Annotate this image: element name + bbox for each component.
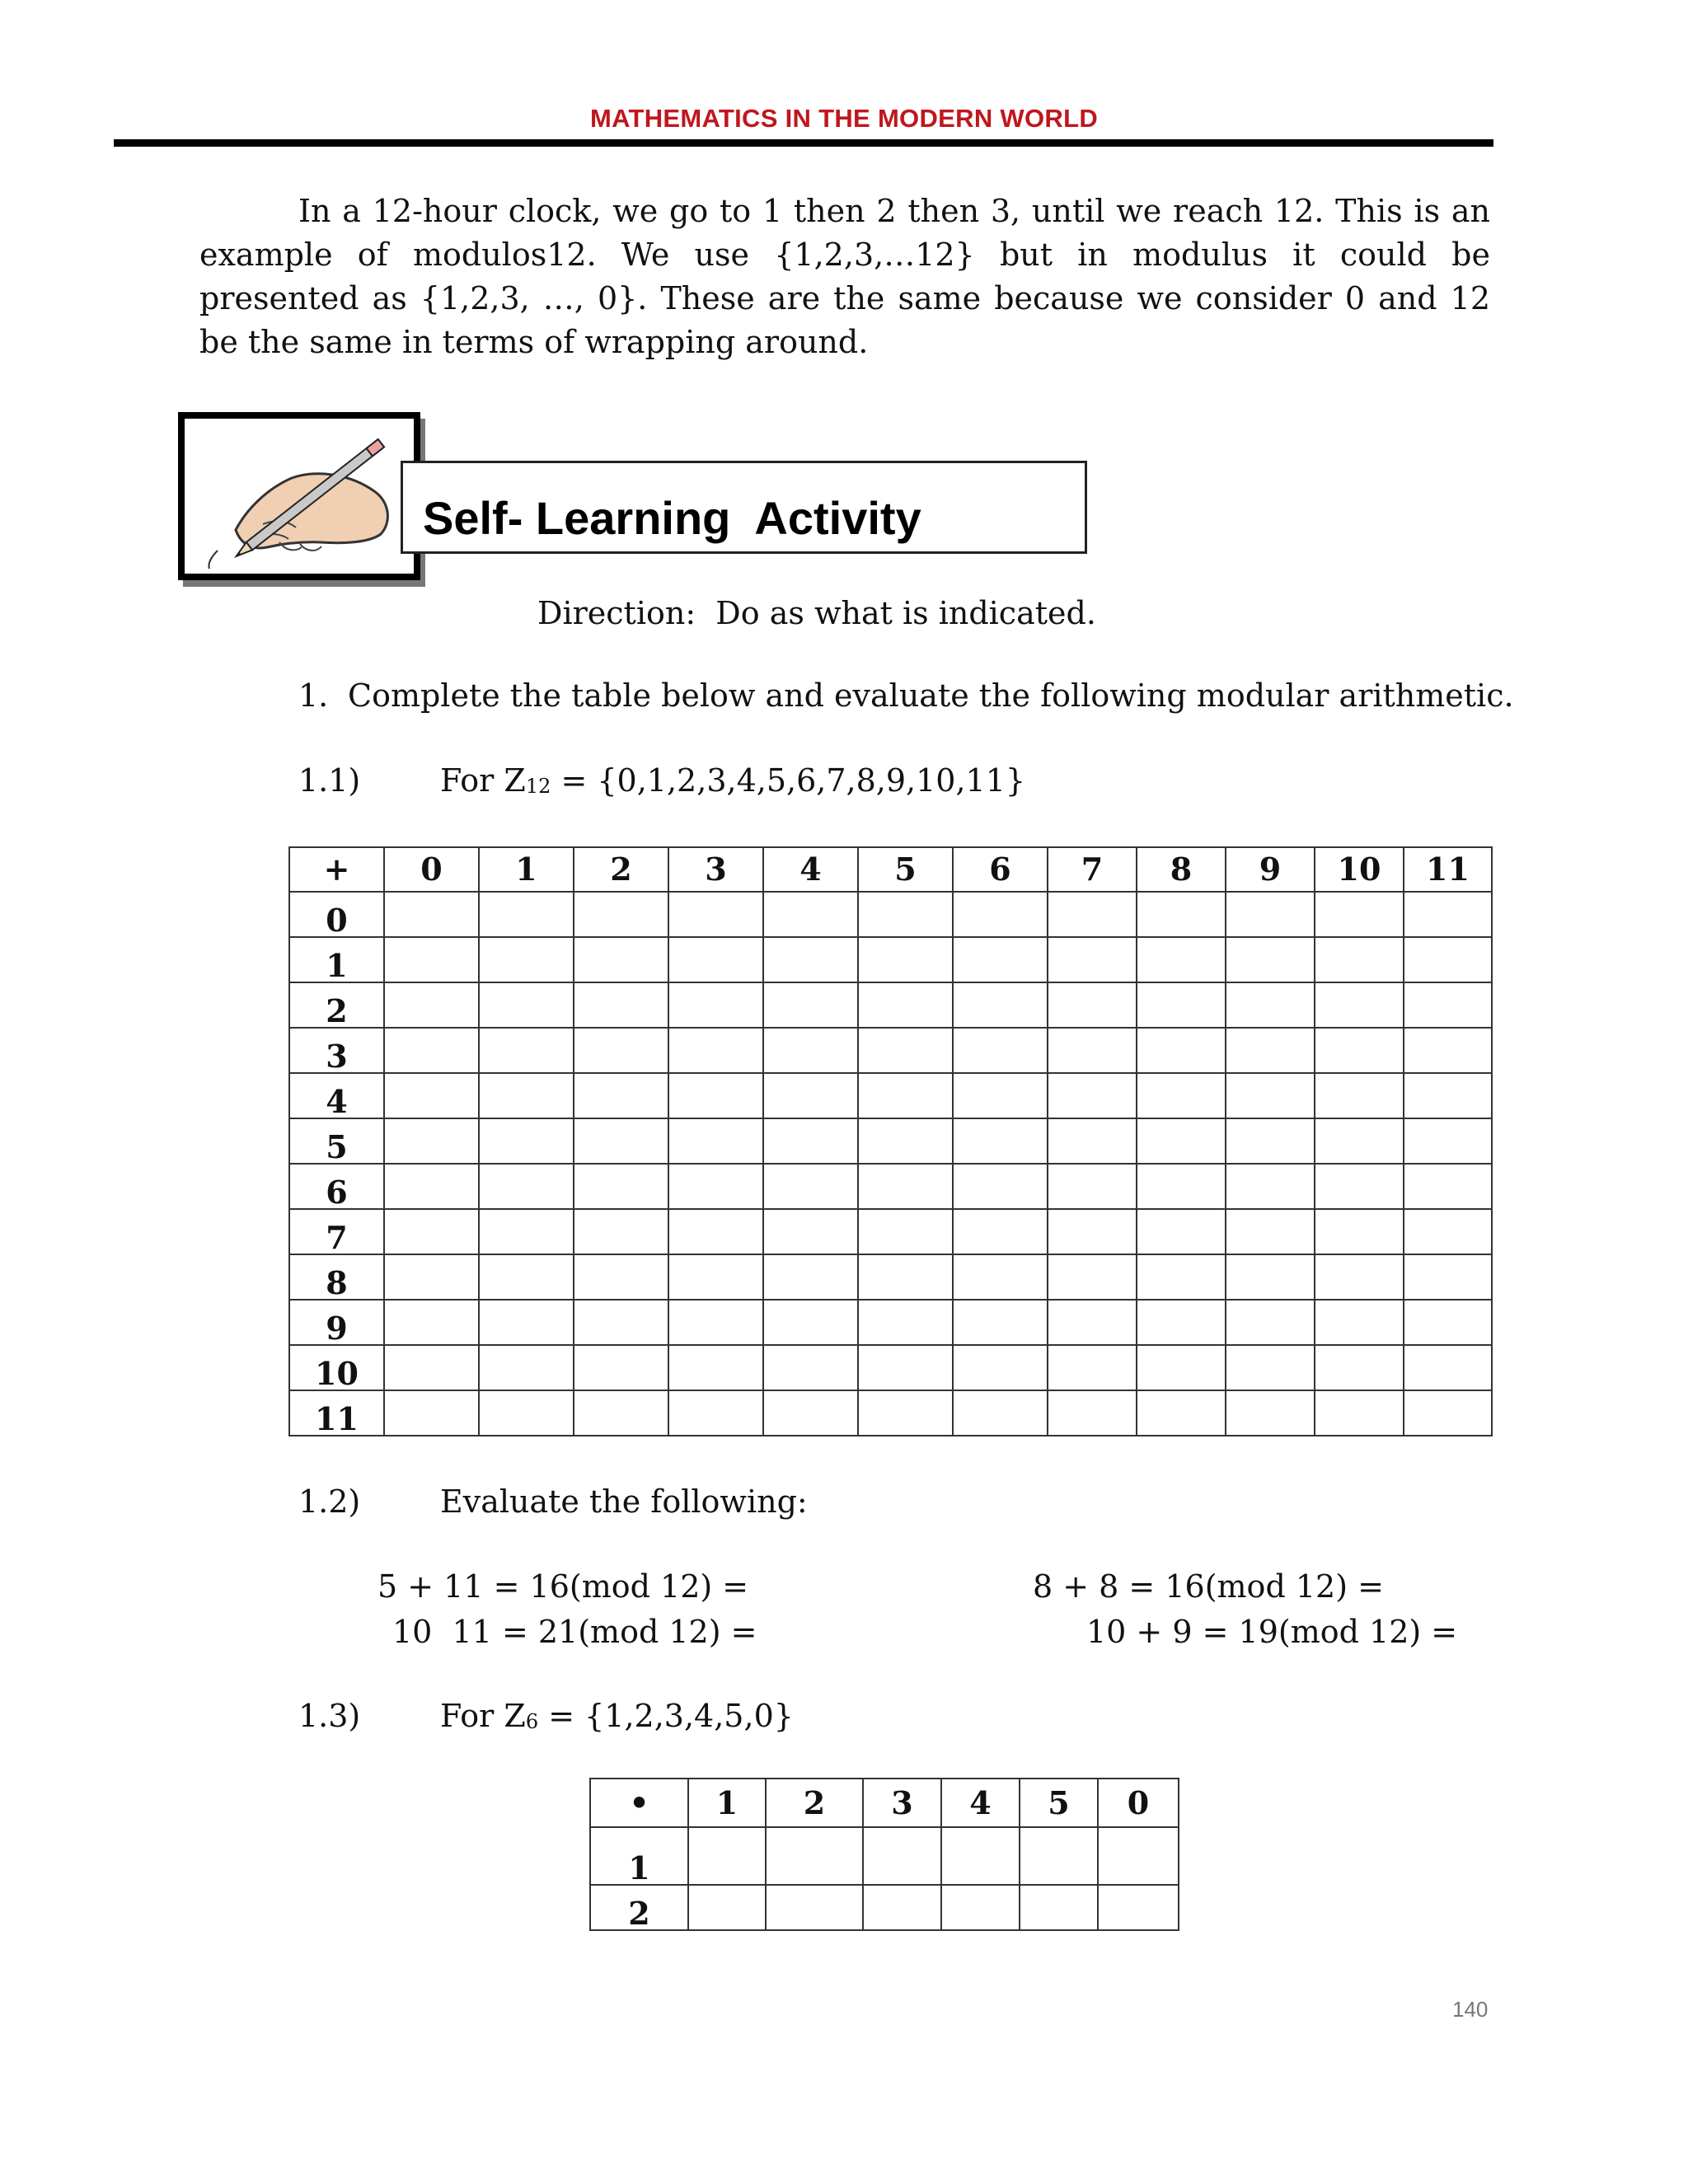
answer-cell [763, 892, 858, 937]
answer-cell [668, 1254, 763, 1300]
answer-cell [668, 1028, 763, 1073]
row-header-cell: 3 [289, 1028, 384, 1073]
answer-cell [953, 1300, 1048, 1345]
answer-cell [384, 1209, 479, 1254]
answer-cell [384, 1345, 479, 1390]
answer-cell [763, 1209, 858, 1254]
item-1 [298, 677, 1514, 714]
table-row [289, 1118, 1492, 1164]
answer-cell [1098, 1885, 1179, 1930]
answer-cell [763, 1073, 858, 1118]
operator-cell: + [289, 847, 384, 892]
answer-cell [1020, 1827, 1098, 1885]
answer-cell [479, 892, 574, 937]
answer-cell [941, 1827, 1020, 1885]
answer-cell [1404, 892, 1492, 937]
column-header-cell: 0 [384, 847, 479, 892]
answer-cell [574, 892, 668, 937]
answer-cell [953, 982, 1048, 1028]
row-header-cell: 1 [289, 937, 384, 982]
answer-cell [1226, 982, 1315, 1028]
answer-cell [1098, 1827, 1179, 1885]
answer-cell [1315, 1390, 1404, 1436]
direction-text: Direction: Do as what is indicated. [537, 595, 1096, 631]
table-header-row [289, 847, 1492, 892]
table-row [289, 892, 1492, 937]
row-header-cell: 5 [289, 1118, 384, 1164]
page-number: 140 [1452, 1997, 1489, 2022]
answer-cell [953, 937, 1048, 982]
answer-cell [763, 1164, 858, 1209]
column-header-cell: 8 [1137, 847, 1226, 892]
hand-writing-pencil-icon [185, 419, 414, 574]
column-header-cell: 9 [1226, 847, 1315, 892]
table-row [590, 1885, 1179, 1930]
answer-cell [1137, 937, 1226, 982]
answer-cell [384, 982, 479, 1028]
answer-cell [574, 1345, 668, 1390]
activity-icon-frame [178, 412, 420, 580]
answer-cell [384, 1073, 479, 1118]
column-header-cell: 1 [479, 847, 574, 892]
answer-cell [574, 937, 668, 982]
answer-cell [574, 1028, 668, 1073]
answer-cell [384, 1390, 479, 1436]
answer-cell [574, 1209, 668, 1254]
row-header-cell: 7 [289, 1209, 384, 1254]
column-header-cell: 6 [953, 847, 1048, 892]
answer-cell [766, 1827, 863, 1885]
answer-cell [574, 1300, 668, 1345]
answer-cell [479, 937, 574, 982]
answer-cell [858, 1345, 953, 1390]
table-row [289, 1345, 1492, 1390]
column-header-cell: 5 [1020, 1779, 1098, 1827]
answer-cell [858, 892, 953, 937]
table-row [289, 937, 1492, 982]
column-header-cell: 11 [1404, 847, 1492, 892]
answer-cell [574, 1390, 668, 1436]
activity-title-box [401, 461, 1087, 554]
multiplication-table-z6 [589, 1778, 1179, 1931]
answer-cell [953, 1390, 1048, 1436]
answer-cell [1226, 1254, 1315, 1300]
answer-cell [668, 1345, 763, 1390]
answer-cell [1404, 937, 1492, 982]
header-rule [114, 139, 1493, 147]
answer-cell [1315, 1073, 1404, 1118]
answer-cell [1315, 982, 1404, 1028]
answer-cell [479, 982, 574, 1028]
row-header-cell: 11 [289, 1390, 384, 1436]
answer-cell [1315, 1118, 1404, 1164]
answer-cell [1404, 1209, 1492, 1254]
answer-cell [858, 982, 953, 1028]
answer-cell [1048, 937, 1137, 982]
answer-cell [763, 1254, 858, 1300]
answer-cell [1226, 1345, 1315, 1390]
answer-cell [479, 1028, 574, 1073]
header-title: MATHEMATICS IN THE MODERN WORLD [589, 104, 1099, 133]
part-1-1-text-after: = {0,1,2,3,4,5,6,7,8,9,10,11} [551, 762, 1026, 799]
answer-cell [479, 1118, 574, 1164]
answer-cell [479, 1209, 574, 1254]
answer-cell [1048, 1073, 1137, 1118]
answer-cell [763, 1390, 858, 1436]
answer-cell [1404, 1118, 1492, 1164]
answer-cell [858, 1028, 953, 1073]
answer-cell [863, 1885, 941, 1930]
row-header-cell: 6 [289, 1164, 384, 1209]
answer-cell [1048, 1300, 1137, 1345]
column-header-cell: 3 [863, 1779, 941, 1827]
answer-cell [384, 1028, 479, 1073]
answer-cell [1048, 1345, 1137, 1390]
answer-cell [941, 1885, 1020, 1930]
item-1-number: 1. [298, 677, 329, 714]
column-header-cell: 10 [1315, 847, 1404, 892]
answer-cell [1137, 1254, 1226, 1300]
answer-cell [1226, 1164, 1315, 1209]
table-row [289, 1028, 1492, 1073]
row-header-cell: 10 [289, 1345, 384, 1390]
answer-cell [858, 1390, 953, 1436]
row-header-cell: 9 [289, 1300, 384, 1345]
answer-cell [1315, 1164, 1404, 1209]
column-header-cell: 2 [766, 1779, 863, 1827]
part-1-3-text-after: = {1,2,3,4,5,0} [538, 1698, 794, 1734]
answer-cell [1048, 1118, 1137, 1164]
answer-cell [1315, 1300, 1404, 1345]
answer-cell [1048, 982, 1137, 1028]
answer-cell [1137, 1209, 1226, 1254]
equation-4: 10 + 9 = 19(mod 12) = [1086, 1614, 1458, 1650]
answer-cell [1137, 1028, 1226, 1073]
answer-cell [1226, 892, 1315, 937]
answer-cell [1404, 1345, 1492, 1390]
answer-cell [763, 937, 858, 982]
answer-cell [574, 1073, 668, 1118]
column-header-cell: 0 [1098, 1779, 1179, 1827]
column-header-cell: 4 [763, 847, 858, 892]
answer-cell [766, 1885, 863, 1930]
answer-cell [1137, 1300, 1226, 1345]
part-1-3-text [440, 1698, 794, 1734]
answer-cell [1048, 1209, 1137, 1254]
answer-cell [1048, 1390, 1137, 1436]
answer-cell [1404, 1073, 1492, 1118]
answer-cell [1315, 892, 1404, 937]
row-header-cell: 4 [289, 1073, 384, 1118]
part-1-1-text-before: For Z [440, 762, 526, 799]
answer-cell [953, 1254, 1048, 1300]
answer-cell [953, 1345, 1048, 1390]
answer-cell [953, 1118, 1048, 1164]
answer-cell [574, 1254, 668, 1300]
answer-cell [1315, 937, 1404, 982]
answer-cell [858, 1118, 953, 1164]
answer-cell [1137, 982, 1226, 1028]
row-header-cell: 2 [289, 982, 384, 1028]
answer-cell [384, 1164, 479, 1209]
answer-cell [384, 1118, 479, 1164]
answer-cell [1048, 892, 1137, 937]
operator-cell: • [590, 1779, 688, 1827]
addition-table-z12 [288, 846, 1493, 1436]
column-header-cell: 2 [574, 847, 668, 892]
answer-cell [1048, 1254, 1137, 1300]
answer-cell [668, 982, 763, 1028]
column-header-cell: 5 [858, 847, 953, 892]
part-1-2-label: 1.2) [298, 1483, 361, 1520]
answer-cell [1315, 1345, 1404, 1390]
answer-cell [1226, 1118, 1315, 1164]
answer-cell [668, 1300, 763, 1345]
table-row [289, 1209, 1492, 1254]
answer-cell [574, 982, 668, 1028]
table-row [289, 982, 1492, 1028]
answer-cell [1137, 1164, 1226, 1209]
table-row [590, 1827, 1179, 1885]
part-1-3-text-before: For Z [440, 1698, 526, 1734]
answer-cell [1404, 1390, 1492, 1436]
table-row [289, 1390, 1492, 1436]
answer-cell [384, 1254, 479, 1300]
answer-cell [858, 1164, 953, 1209]
equation-3: 10 11 = 21(mod 12) = [392, 1614, 757, 1650]
answer-cell [668, 1073, 763, 1118]
answer-cell [1315, 1254, 1404, 1300]
table-row [289, 1300, 1492, 1345]
answer-cell [668, 1164, 763, 1209]
answer-cell [953, 892, 1048, 937]
answer-cell [763, 1345, 858, 1390]
answer-cell [1226, 1073, 1315, 1118]
answer-cell [1315, 1209, 1404, 1254]
answer-cell [479, 1390, 574, 1436]
answer-cell [953, 1073, 1048, 1118]
answer-cell [1137, 1118, 1226, 1164]
answer-cell [574, 1118, 668, 1164]
part-1-3-label: 1.3) [298, 1698, 361, 1734]
answer-cell [858, 1209, 953, 1254]
answer-cell [384, 1300, 479, 1345]
answer-cell [1048, 1164, 1137, 1209]
answer-cell [1137, 1390, 1226, 1436]
answer-cell [384, 892, 479, 937]
answer-cell [953, 1028, 1048, 1073]
table-row [289, 1164, 1492, 1209]
answer-cell [574, 1164, 668, 1209]
equation-1: 5 + 11 = 16(mod 12) = [377, 1568, 749, 1605]
answer-cell [1226, 1209, 1315, 1254]
table-header-row [590, 1779, 1179, 1827]
answer-cell [1020, 1885, 1098, 1930]
answer-cell [479, 1073, 574, 1118]
answer-cell [1226, 1390, 1315, 1436]
answer-cell [479, 1345, 574, 1390]
answer-cell [688, 1827, 766, 1885]
answer-cell [1404, 1028, 1492, 1073]
answer-cell [479, 1164, 574, 1209]
answer-cell [1404, 1164, 1492, 1209]
answer-cell [858, 1254, 953, 1300]
answer-cell [858, 937, 953, 982]
item-1-text: Complete the table below and evaluate the following modular arithmetic. [348, 677, 1514, 714]
answer-cell [668, 1118, 763, 1164]
answer-cell [858, 1073, 953, 1118]
table-row [289, 1254, 1492, 1300]
answer-cell [1404, 1254, 1492, 1300]
answer-cell [479, 1300, 574, 1345]
answer-cell [1137, 892, 1226, 937]
equation-2: 8 + 8 = 16(mod 12) = [1033, 1568, 1384, 1605]
part-1-1-text [440, 762, 1025, 799]
answer-cell [1315, 1028, 1404, 1073]
row-header-cell: 2 [590, 1885, 688, 1930]
column-header-cell: 7 [1048, 847, 1137, 892]
answer-cell [479, 1254, 574, 1300]
part-1-2-text: Evaluate the following: [440, 1483, 808, 1520]
answer-cell [1226, 937, 1315, 982]
answer-cell [863, 1827, 941, 1885]
intro-paragraph: In a 12-hour clock, we go to 1 then 2 then 3, until we reach 12. This is an example of modulos12. We use {1,2,3,…12} but in modulus it could be presented as {1,2,3, …, 0}. These are the same because we consider 0 and 12 be the same in terms of wrapping around. [199, 193, 1490, 360]
answer-cell [858, 1300, 953, 1345]
answer-cell [763, 1028, 858, 1073]
answer-cell [763, 1118, 858, 1164]
answer-cell [1404, 1300, 1492, 1345]
part-1-1-subscript: 12 [525, 775, 551, 798]
column-header-cell: 3 [668, 847, 763, 892]
answer-cell [953, 1209, 1048, 1254]
answer-cell [1137, 1345, 1226, 1390]
answer-cell [1404, 982, 1492, 1028]
table-row [289, 1073, 1492, 1118]
answer-cell [668, 1390, 763, 1436]
answer-cell [688, 1885, 766, 1930]
answer-cell [953, 1164, 1048, 1209]
answer-cell [1137, 1073, 1226, 1118]
part-1-3-subscript: 6 [525, 1710, 539, 1733]
row-header-cell: 8 [289, 1254, 384, 1300]
answer-cell [668, 892, 763, 937]
answer-cell [1226, 1028, 1315, 1073]
part-1-1-label: 1.1) [298, 762, 361, 799]
column-header-cell: 4 [941, 1779, 1020, 1827]
answer-cell [1048, 1028, 1137, 1073]
answer-cell [384, 937, 479, 982]
row-header-cell: 0 [289, 892, 384, 937]
row-header-cell: 1 [590, 1827, 688, 1885]
answer-cell [668, 937, 763, 982]
answer-cell [668, 1209, 763, 1254]
answer-cell [763, 1300, 858, 1345]
column-header-cell: 1 [688, 1779, 766, 1827]
activity-title: Self- Learning Activity [423, 492, 921, 544]
answer-cell [763, 982, 858, 1028]
answer-cell [1226, 1300, 1315, 1345]
